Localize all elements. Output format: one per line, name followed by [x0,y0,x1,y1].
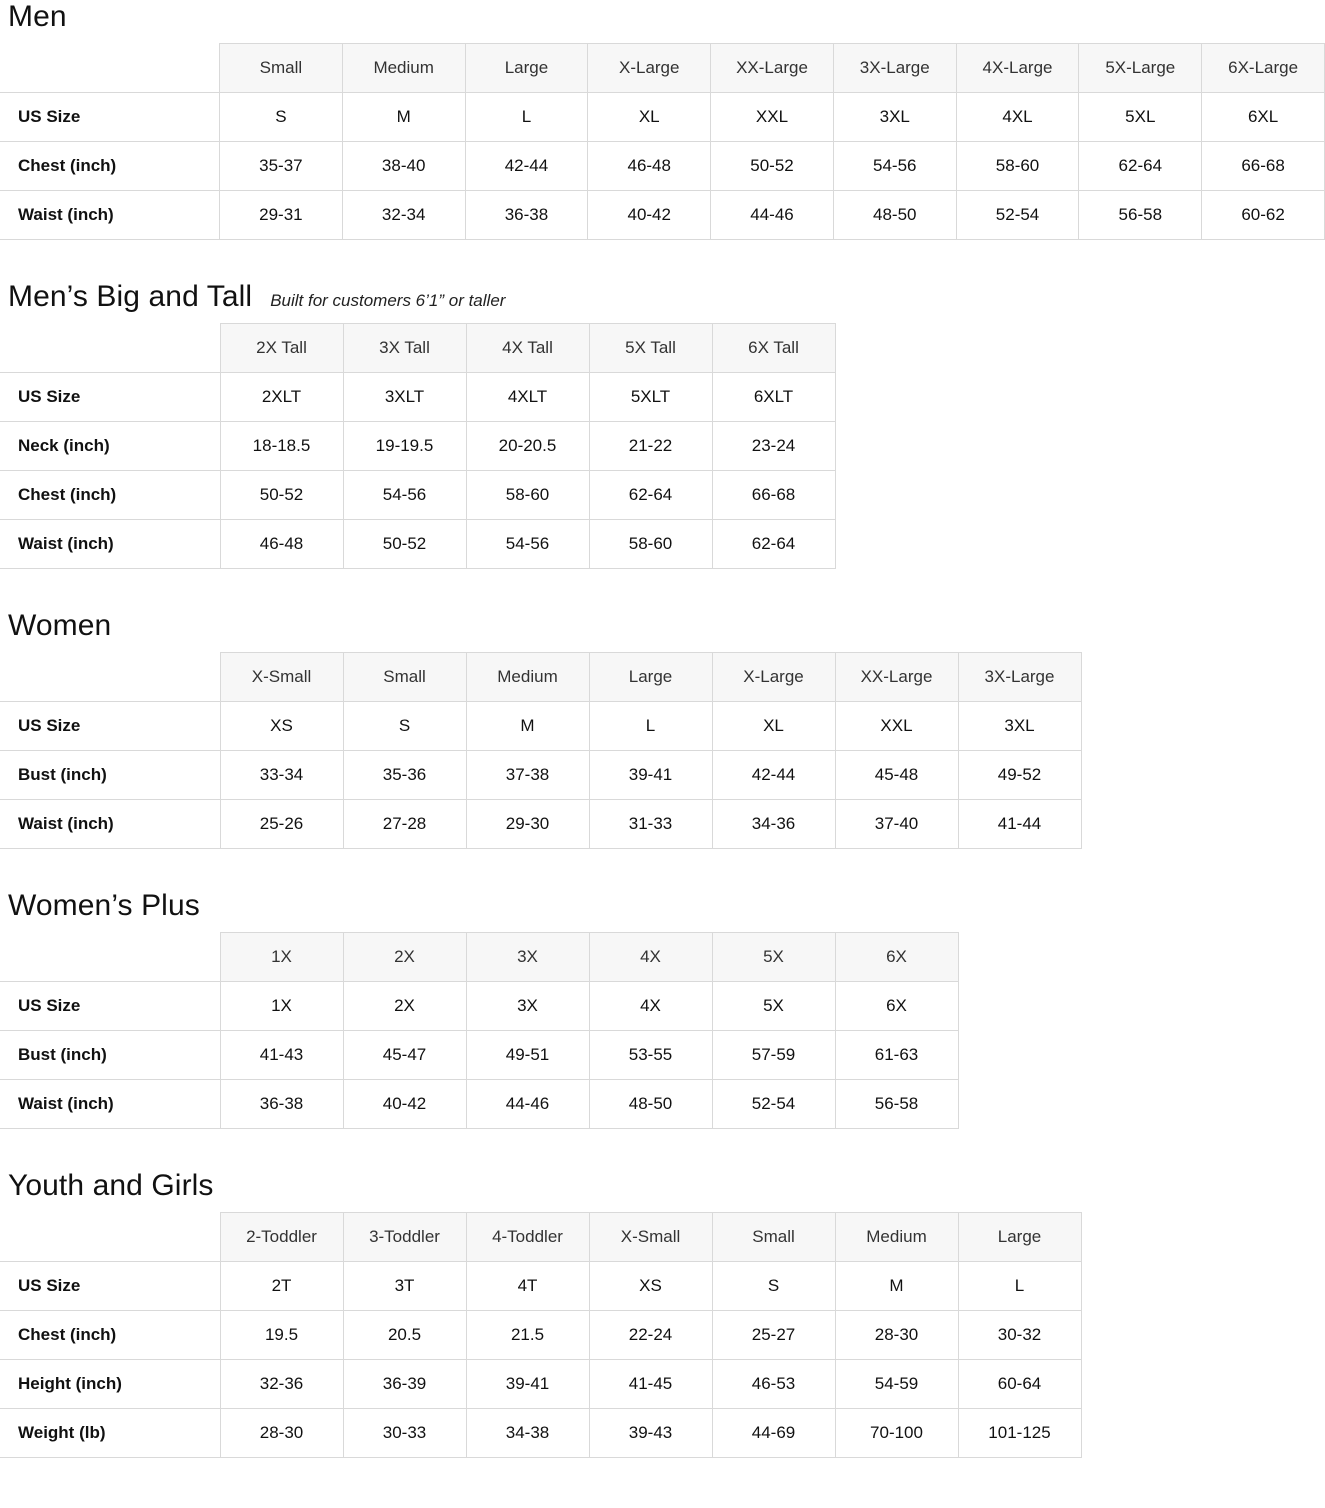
table-cell: 44-46 [466,1080,589,1129]
column-header: 4-Toddler [466,1213,589,1262]
size-section-men [0,0,1325,240]
table-row [0,1080,958,1129]
row-label: Weight (lb) [0,1409,220,1458]
row-label: Waist (inch) [0,520,220,569]
table-cell: L [958,1262,1081,1311]
table-cell: M [466,702,589,751]
table-cell: 25-26 [220,800,343,849]
table-cell: 45-47 [343,1031,466,1080]
column-header: 3X-Large [958,653,1081,702]
table-cell: 40-42 [588,191,711,240]
table-cell: 70-100 [835,1409,958,1458]
table-cell: 37-40 [835,800,958,849]
row-label: Chest (inch) [0,471,220,520]
section-header [0,0,1325,43]
table-cell: 49-52 [958,751,1081,800]
column-header: Small [343,653,466,702]
column-header: Medium [835,1213,958,1262]
table-cell: 6X [835,982,958,1031]
section-title: Men [8,0,67,33]
column-header: X-Small [589,1213,712,1262]
table-cell: 21-22 [589,422,712,471]
table-cell: 30-33 [343,1409,466,1458]
table-cell: 31-33 [589,800,712,849]
size-table [0,652,1082,849]
table-cell: 34-38 [466,1409,589,1458]
table-row [0,471,835,520]
table-cell: 62-64 [712,520,835,569]
column-header: 3X-Large [833,44,956,93]
table-cell: 33-34 [220,751,343,800]
table-cell: M [835,1262,958,1311]
table-cell: 66-68 [1202,142,1325,191]
table-cell: 36-38 [220,1080,343,1129]
row-label: US Size [0,93,220,142]
table-cell: 44-46 [711,191,834,240]
size-table [0,1212,1082,1458]
section-title: Men’s Big and Tall [8,280,253,313]
table-cell: 61-63 [835,1031,958,1080]
table-cell: 58-60 [466,471,589,520]
size-section-youth-and-girls [0,1169,1325,1458]
table-cell: 4X [589,982,712,1031]
size-section-mens-big-and-tall [0,280,1325,569]
table-cell: 52-54 [956,191,1079,240]
table-cell: S [220,93,343,142]
size-section-womens-plus [0,889,1325,1129]
row-label: US Size [0,373,220,422]
table-cell: 3XLT [343,373,466,422]
column-header: 5X-Large [1079,44,1202,93]
table-cell: 48-50 [589,1080,712,1129]
table-cell: 42-44 [465,142,588,191]
table-cell: 4T [466,1262,589,1311]
table-cell: 20-20.5 [466,422,589,471]
table-cell: 39-41 [466,1360,589,1409]
row-label: Neck (inch) [0,422,220,471]
table-cell: 32-36 [220,1360,343,1409]
section-header [0,280,1325,323]
table-cell: 30-32 [958,1311,1081,1360]
table-cell: 6XLT [712,373,835,422]
column-header: Medium [342,44,465,93]
table-cell: 57-59 [712,1031,835,1080]
section-title: Women [8,609,112,642]
section-header [0,889,1325,932]
table-cell: 28-30 [835,1311,958,1360]
table-row [0,422,835,471]
table-header-row [0,44,1325,93]
table-cell: 1X [220,982,343,1031]
row-label: Chest (inch) [0,1311,220,1360]
table-cell: 37-38 [466,751,589,800]
column-header: X-Small [220,653,343,702]
table-cell: 19.5 [220,1311,343,1360]
table-cell: 56-58 [835,1080,958,1129]
table-cell: 3X [466,982,589,1031]
table-cell: 23-24 [712,422,835,471]
table-cell: 62-64 [1079,142,1202,191]
table-row [0,982,958,1031]
column-header: 5X [712,933,835,982]
table-cell: 46-48 [220,520,343,569]
column-header: Small [220,44,343,93]
row-label: US Size [0,702,220,751]
row-label: US Size [0,1262,220,1311]
column-header: X-Large [588,44,711,93]
column-header: X-Large [712,653,835,702]
table-cell: 60-64 [958,1360,1081,1409]
table-row [0,520,835,569]
table-cell: 38-40 [342,142,465,191]
table-cell: 53-55 [589,1031,712,1080]
table-header-row [0,1213,1081,1262]
column-header: 3-Toddler [343,1213,466,1262]
column-header: XX-Large [835,653,958,702]
table-cell: 19-19.5 [343,422,466,471]
table-cell: 54-59 [835,1360,958,1409]
table-cell: 2XLT [220,373,343,422]
table-cell: 35-36 [343,751,466,800]
size-table [0,43,1325,240]
table-cell: 56-58 [1079,191,1202,240]
table-cell: 5XL [1079,93,1202,142]
table-corner-cell [0,1213,220,1262]
table-cell: 4XLT [466,373,589,422]
column-header: 6X-Large [1202,44,1325,93]
table-cell: 32-34 [342,191,465,240]
table-cell: 20.5 [343,1311,466,1360]
table-cell: 46-53 [712,1360,835,1409]
column-header: 3X Tall [343,324,466,373]
row-label: Waist (inch) [0,191,220,240]
table-row [0,1360,1081,1409]
table-cell: 36-38 [465,191,588,240]
table-cell: 3XL [833,93,956,142]
row-label: Bust (inch) [0,751,220,800]
table-cell: 48-50 [833,191,956,240]
table-cell: 39-43 [589,1409,712,1458]
table-cell: XS [220,702,343,751]
table-row [0,142,1325,191]
column-header: 2X [343,933,466,982]
table-header-row [0,653,1081,702]
table-cell: 5X [712,982,835,1031]
size-table [0,932,959,1129]
table-cell: 54-56 [833,142,956,191]
table-cell: 5XLT [589,373,712,422]
table-cell: S [712,1262,835,1311]
table-cell: 45-48 [835,751,958,800]
column-header: 2-Toddler [220,1213,343,1262]
section-header [0,1169,1325,1212]
column-header: Medium [466,653,589,702]
column-header: 6X [835,933,958,982]
table-cell: 52-54 [712,1080,835,1129]
table-cell: 41-44 [958,800,1081,849]
table-cell: 29-31 [220,191,343,240]
table-cell: 42-44 [712,751,835,800]
section-title: Youth and Girls [8,1169,214,1202]
table-cell: L [589,702,712,751]
section-header [0,609,1325,652]
table-cell: S [343,702,466,751]
column-header: 3X [466,933,589,982]
table-cell: 46-48 [588,142,711,191]
table-cell: 62-64 [589,471,712,520]
table-cell: L [465,93,588,142]
table-cell: 41-45 [589,1360,712,1409]
column-header: 4X-Large [956,44,1079,93]
table-cell: XXL [835,702,958,751]
section-note: Built for customers 6’1” or taller [270,291,506,310]
row-label: Height (inch) [0,1360,220,1409]
table-cell: 28-30 [220,1409,343,1458]
section-title: Women’s Plus [8,889,200,922]
table-corner-cell [0,324,220,373]
table-cell: 50-52 [711,142,834,191]
row-label: Waist (inch) [0,1080,220,1129]
table-cell: XS [589,1262,712,1311]
table-cell: 18-18.5 [220,422,343,471]
table-cell: 2X [343,982,466,1031]
table-cell: 2T [220,1262,343,1311]
row-label: Bust (inch) [0,1031,220,1080]
row-label: US Size [0,982,220,1031]
table-cell: M [342,93,465,142]
table-row [0,93,1325,142]
table-header-row [0,324,835,373]
table-cell: 6XL [1202,93,1325,142]
table-cell: 60-62 [1202,191,1325,240]
column-header: XX-Large [711,44,834,93]
table-cell: 50-52 [220,471,343,520]
table-cell: 41-43 [220,1031,343,1080]
table-row [0,191,1325,240]
size-table [0,323,836,569]
table-cell: 3XL [958,702,1081,751]
table-cell: 27-28 [343,800,466,849]
table-row [0,1262,1081,1311]
table-cell: 66-68 [712,471,835,520]
table-cell: 40-42 [343,1080,466,1129]
table-cell: XXL [711,93,834,142]
column-header: 4X Tall [466,324,589,373]
row-label: Waist (inch) [0,800,220,849]
table-cell: 29-30 [466,800,589,849]
table-row [0,1311,1081,1360]
table-cell: 3T [343,1262,466,1311]
table-row [0,751,1081,800]
table-header-row [0,933,958,982]
table-cell: 21.5 [466,1311,589,1360]
size-section-women [0,609,1325,849]
table-cell: 22-24 [589,1311,712,1360]
column-header: 2X Tall [220,324,343,373]
column-header: Large [465,44,588,93]
column-header: 6X Tall [712,324,835,373]
table-cell: 54-56 [466,520,589,569]
table-corner-cell [0,933,220,982]
table-corner-cell [0,653,220,702]
table-corner-cell [0,44,220,93]
table-cell: 50-52 [343,520,466,569]
table-cell: 49-51 [466,1031,589,1080]
table-cell: 58-60 [956,142,1079,191]
table-cell: 25-27 [712,1311,835,1360]
table-cell: XL [588,93,711,142]
column-header: Large [589,653,712,702]
table-cell: 54-56 [343,471,466,520]
table-row [0,800,1081,849]
table-row [0,1031,958,1080]
table-cell: 44-69 [712,1409,835,1458]
column-header: 1X [220,933,343,982]
column-header: Small [712,1213,835,1262]
table-cell: 36-39 [343,1360,466,1409]
column-header: 5X Tall [589,324,712,373]
column-header: Large [958,1213,1081,1262]
table-cell: 101-125 [958,1409,1081,1458]
column-header: 4X [589,933,712,982]
table-row [0,702,1081,751]
row-label: Chest (inch) [0,142,220,191]
table-row [0,1409,1081,1458]
table-cell: 58-60 [589,520,712,569]
table-cell: 35-37 [220,142,343,191]
table-cell: 34-36 [712,800,835,849]
table-cell: 39-41 [589,751,712,800]
table-cell: XL [712,702,835,751]
table-cell: 4XL [956,93,1079,142]
table-row [0,373,835,422]
